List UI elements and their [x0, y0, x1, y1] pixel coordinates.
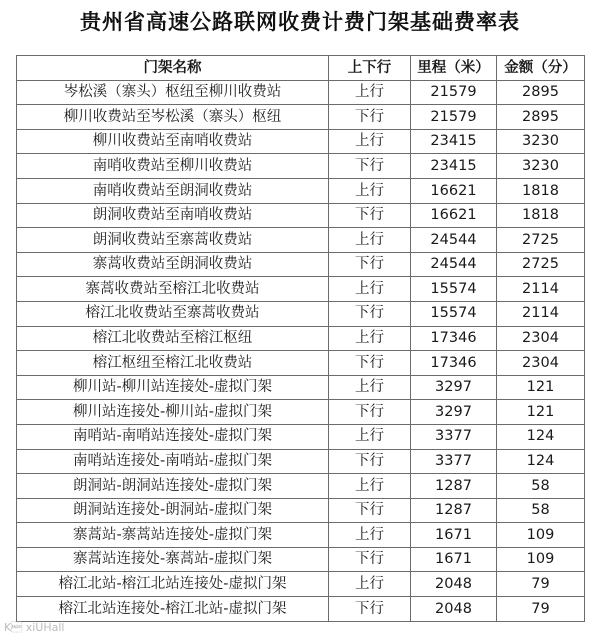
table-row — [17, 424, 585, 449]
cell-direction: 上行 — [329, 375, 411, 400]
cell-direction: 上行 — [329, 178, 411, 203]
table-row — [17, 498, 585, 523]
cell-distance: 21579 — [411, 80, 497, 105]
cell-direction: 上行 — [329, 424, 411, 449]
cell-gantry-name: 寨蒿收费站至朗洞收费站 — [17, 252, 329, 277]
table-row — [17, 252, 585, 277]
cell-distance: 16621 — [411, 203, 497, 228]
cell-amount: 2725 — [497, 228, 585, 253]
cell-direction: 下行 — [329, 351, 411, 376]
cell-distance: 1287 — [411, 474, 497, 499]
table-row — [17, 597, 585, 622]
cell-distance: 1671 — [411, 523, 497, 548]
table-row — [17, 572, 585, 597]
cell-gantry-name: 柳川站-柳川站连接处-虚拟门架 — [17, 375, 329, 400]
cell-amount: 58 — [497, 498, 585, 523]
table-row — [17, 178, 585, 203]
cell-amount: 2114 — [497, 277, 585, 302]
cell-gantry-name: 朗洞站连接处-朗洞站-虚拟门架 — [17, 498, 329, 523]
cell-gantry-name: 南哨收费站至朗洞收费站 — [17, 178, 329, 203]
cell-distance: 23415 — [411, 154, 497, 179]
cell-distance: 2048 — [411, 597, 497, 622]
table-row — [17, 375, 585, 400]
watermark-text: K xiUHall — [4, 621, 65, 634]
cell-direction: 下行 — [329, 400, 411, 425]
cell-amount: 79 — [497, 597, 585, 622]
table-row — [17, 105, 585, 130]
cell-amount: 109 — [497, 523, 585, 548]
table-row — [17, 80, 585, 105]
cell-distance: 3297 — [411, 375, 497, 400]
header-distance: 里程（米） — [411, 56, 497, 81]
cell-gantry-name: 榕江北收费站至榕江枢纽 — [17, 326, 329, 351]
cell-distance: 23415 — [411, 129, 497, 154]
cell-amount: 124 — [497, 424, 585, 449]
cell-gantry-name: 岑松溪（寨头）枢纽至柳川收费站 — [17, 80, 329, 105]
cell-direction: 上行 — [329, 129, 411, 154]
table-row — [17, 523, 585, 548]
table-row — [17, 449, 585, 474]
cell-direction: 上行 — [329, 572, 411, 597]
cell-gantry-name: 榕江枢纽至榕江北收费站 — [17, 351, 329, 376]
cell-gantry-name: 榕江北收费站至寨蒿收费站 — [17, 301, 329, 326]
cell-direction: 下行 — [329, 449, 411, 474]
table-row — [17, 474, 585, 499]
table-row — [17, 154, 585, 179]
cell-amount: 2725 — [497, 252, 585, 277]
cell-direction: 下行 — [329, 252, 411, 277]
cell-gantry-name: 寨蒿站-寨蒿站连接处-虚拟门架 — [17, 523, 329, 548]
cell-gantry-name: 朗洞站-朗洞站连接处-虚拟门架 — [17, 474, 329, 499]
cell-distance: 3377 — [411, 449, 497, 474]
cell-direction: 上行 — [329, 326, 411, 351]
cell-gantry-name: 南哨站连接处-南哨站-虚拟门架 — [17, 449, 329, 474]
cell-amount: 121 — [497, 375, 585, 400]
watermark — [4, 621, 64, 634]
cell-distance: 3297 — [411, 400, 497, 425]
cell-gantry-name: 南哨站-南哨站连接处-虚拟门架 — [17, 424, 329, 449]
cell-direction: 下行 — [329, 154, 411, 179]
cell-direction: 上行 — [329, 228, 411, 253]
cell-direction: 下行 — [329, 498, 411, 523]
cell-distance: 15574 — [411, 277, 497, 302]
cell-amount: 2304 — [497, 326, 585, 351]
cell-distance: 1287 — [411, 498, 497, 523]
cell-amount: 2895 — [497, 105, 585, 130]
cell-distance: 16621 — [411, 178, 497, 203]
table-row — [17, 547, 585, 572]
cell-gantry-name: 柳川收费站至岑松溪（寨头）枢纽 — [17, 105, 329, 130]
toll-rate-table — [16, 55, 585, 622]
page-title: 贵州省高速公路联网收费计费门架基础费率表 — [80, 10, 520, 34]
cell-gantry-name: 寨蒿收费站至榕江北收费站 — [17, 277, 329, 302]
table-row — [17, 129, 585, 154]
cell-direction: 上行 — [329, 523, 411, 548]
cell-amount: 2114 — [497, 301, 585, 326]
cell-amount: 1818 — [497, 203, 585, 228]
header-amount: 金额（分） — [497, 56, 585, 81]
cell-amount: 2304 — [497, 351, 585, 376]
table-row — [17, 400, 585, 425]
header-direction: 上下行 — [329, 56, 411, 81]
cell-gantry-name: 柳川收费站至南哨收费站 — [17, 129, 329, 154]
cell-amount: 124 — [497, 449, 585, 474]
cell-amount: 2895 — [497, 80, 585, 105]
cell-direction: 上行 — [329, 474, 411, 499]
cell-amount: 109 — [497, 547, 585, 572]
table-header-row — [17, 56, 585, 81]
table-row — [17, 277, 585, 302]
cell-distance: 17346 — [411, 326, 497, 351]
table-row — [17, 228, 585, 253]
cell-direction: 下行 — [329, 301, 411, 326]
cell-distance: 3377 — [411, 424, 497, 449]
cell-gantry-name: 朗洞收费站至南哨收费站 — [17, 203, 329, 228]
cell-direction: 上行 — [329, 80, 411, 105]
table-body — [17, 80, 585, 621]
cell-direction: 下行 — [329, 547, 411, 572]
cell-direction: 下行 — [329, 203, 411, 228]
cell-distance: 2048 — [411, 572, 497, 597]
cell-amount: 121 — [497, 400, 585, 425]
cell-distance: 17346 — [411, 351, 497, 376]
cell-amount: 3230 — [497, 129, 585, 154]
cell-amount: 79 — [497, 572, 585, 597]
cell-amount: 58 — [497, 474, 585, 499]
cell-amount: 3230 — [497, 154, 585, 179]
cell-distance: 24544 — [411, 252, 497, 277]
table-row — [17, 351, 585, 376]
cell-distance: 21579 — [411, 105, 497, 130]
cell-gantry-name: 寨蒿站连接处-寨蒿站-虚拟门架 — [17, 547, 329, 572]
cell-direction: 上行 — [329, 277, 411, 302]
cell-gantry-name: 南哨收费站至柳川收费站 — [17, 154, 329, 179]
cell-direction: 下行 — [329, 105, 411, 130]
cell-distance: 15574 — [411, 301, 497, 326]
cell-amount: 1818 — [497, 178, 585, 203]
cell-distance: 1671 — [411, 547, 497, 572]
table-row — [17, 203, 585, 228]
cell-gantry-name: 柳川站连接处-柳川站-虚拟门架 — [17, 400, 329, 425]
table-row — [17, 301, 585, 326]
cell-gantry-name: 朗洞收费站至寨蒿收费站 — [17, 228, 329, 253]
header-gantry-name: 门架名称 — [17, 56, 329, 81]
cell-distance: 24544 — [411, 228, 497, 253]
cell-direction: 下行 — [329, 597, 411, 622]
cell-gantry-name: 榕江北站连接处-榕江北站-虚拟门架 — [17, 597, 329, 622]
table-row — [17, 326, 585, 351]
cell-gantry-name: 榕江北站-榕江北站连接处-虚拟门架 — [17, 572, 329, 597]
